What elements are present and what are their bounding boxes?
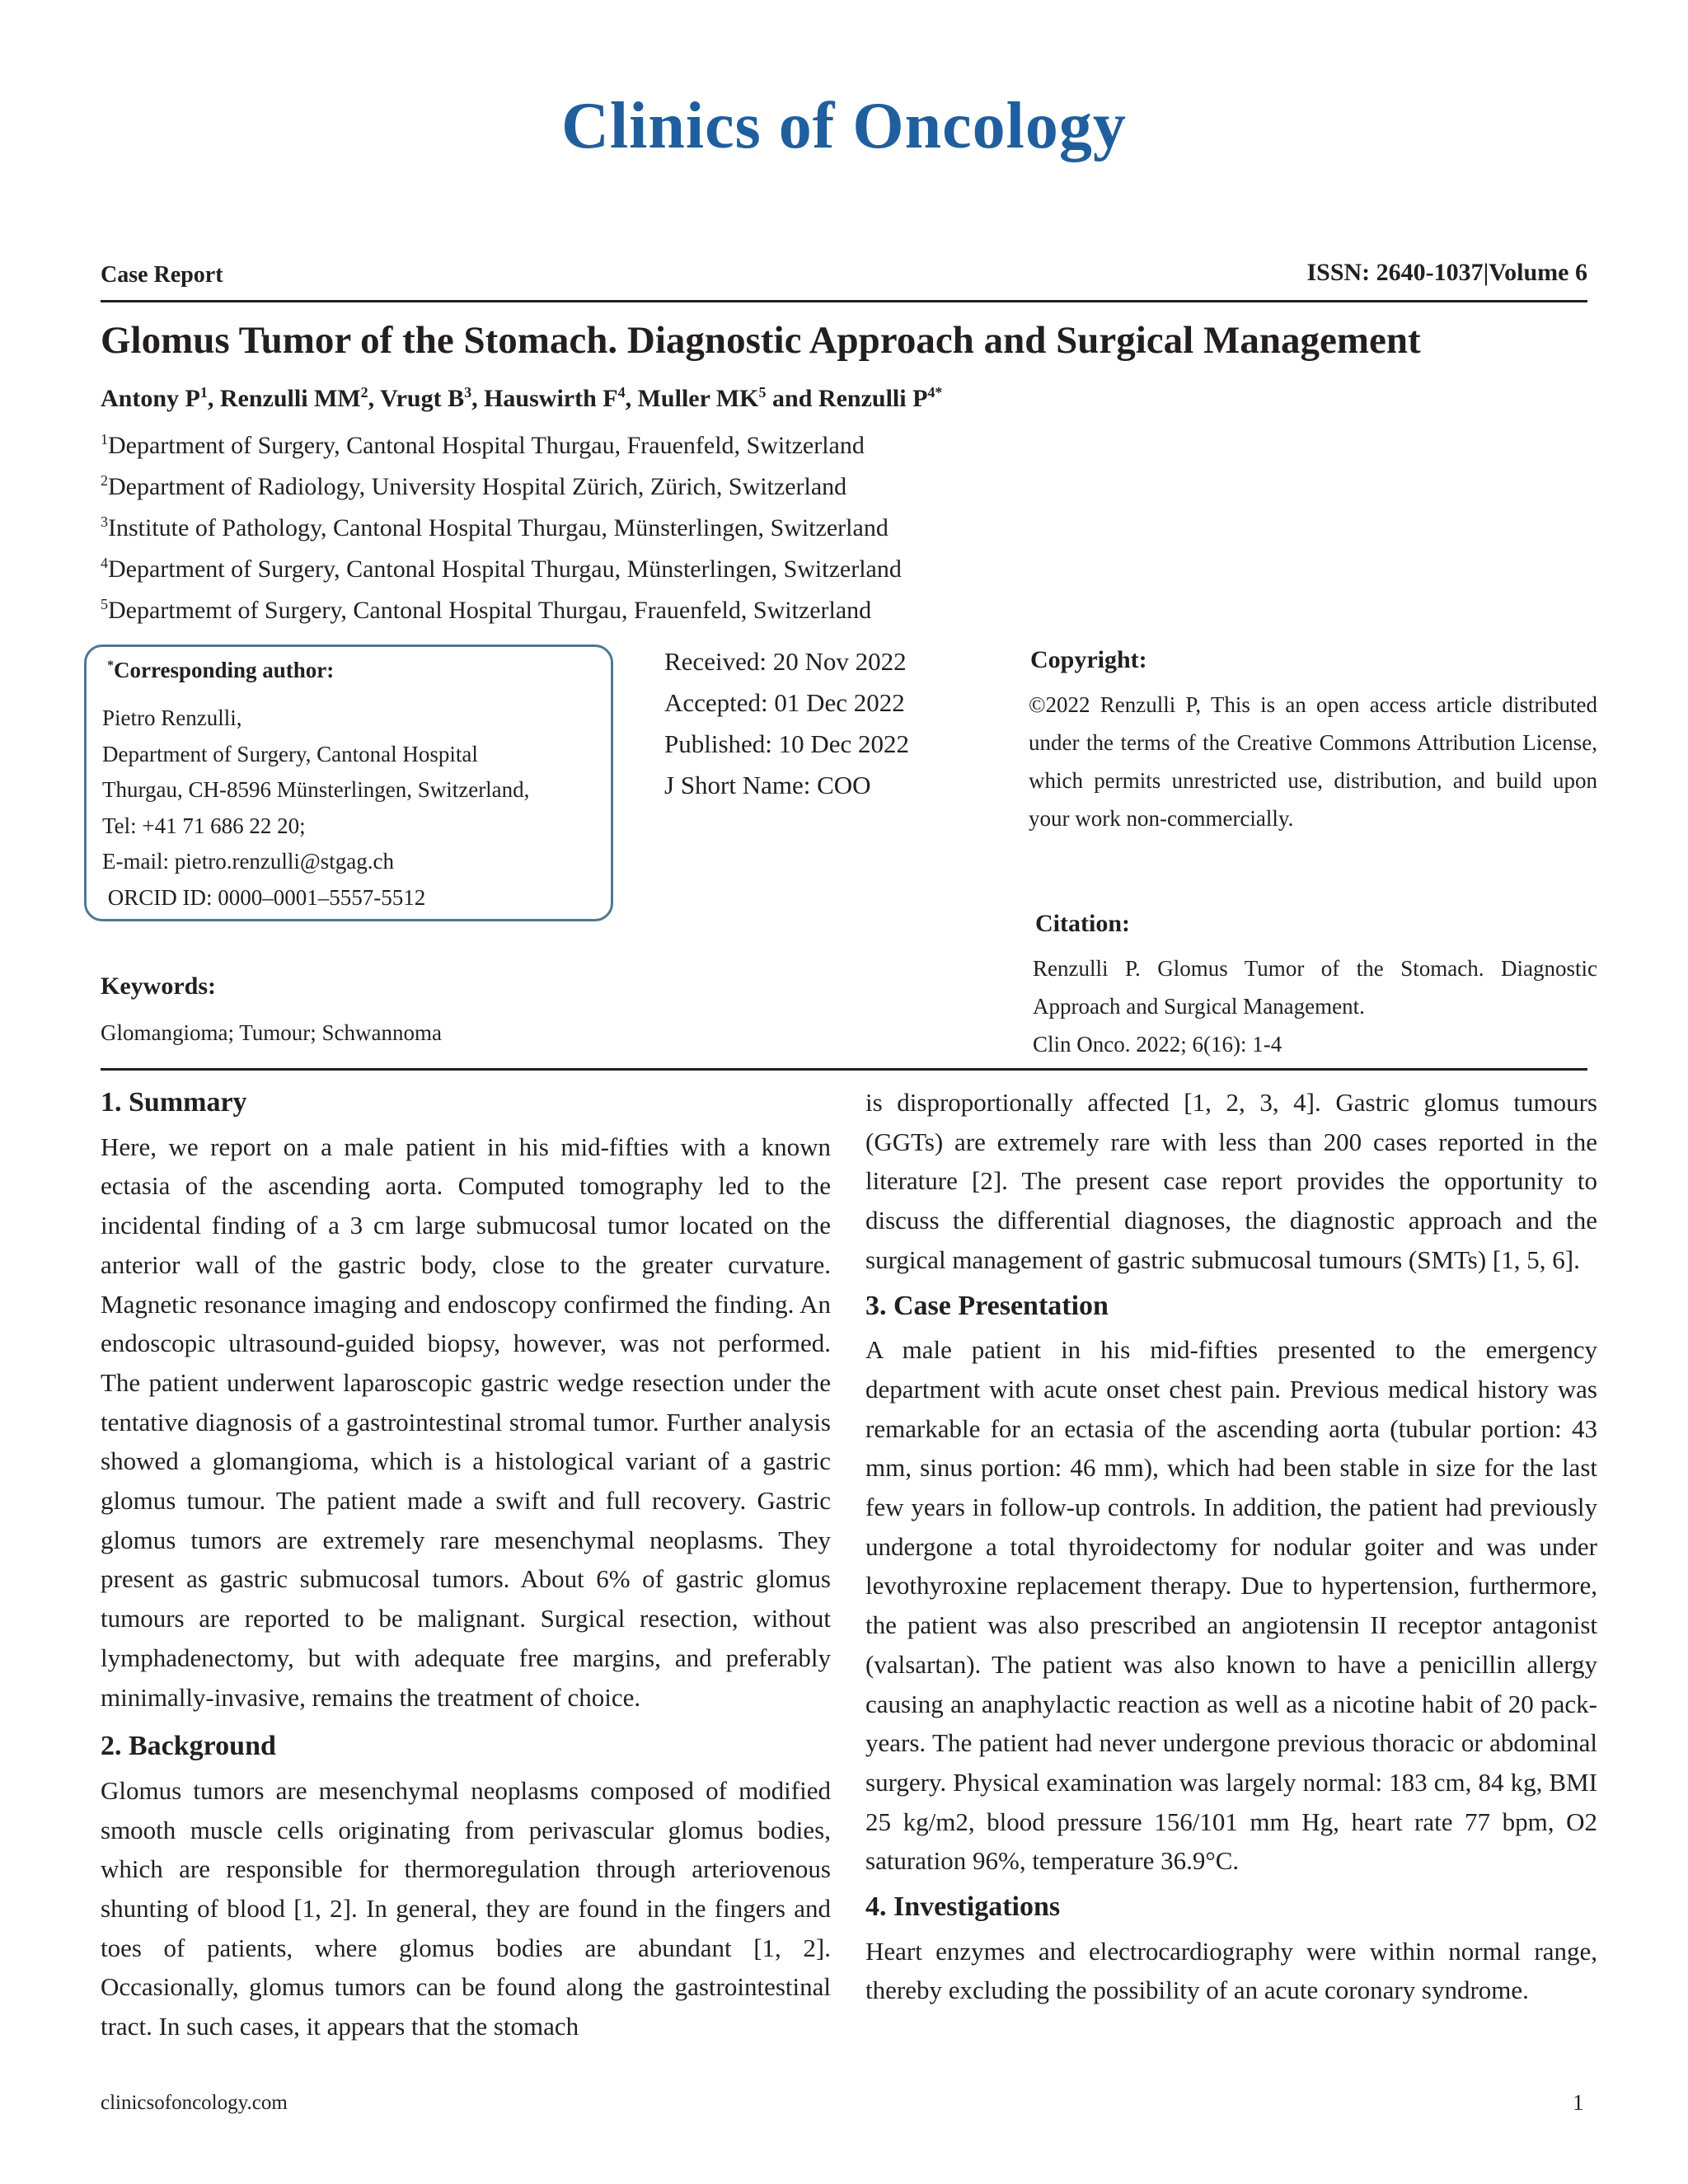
summary-text: Here, we report on a male patient in his mid-fifties with a known ectasia of the ascending aorta. Computed tomography led to the incidental finding of a 3 cm large submucosal tumor located on the anterior wall of the gastric body, close to the greater curvature. Magnetic resonance imaging and endoscopy confirmed the finding. An endoscopic ultrasound-guided biopsy, however, was not performed. The patient underwent laparoscopic gastric wedge resection under the tentative diagnosis of a gastrointestinal stromal tumor. Further analysis showed a glomangioma, which is a histological variant of a gastric glomus tumour. The patient made a swift and full recovery. Gastric glomus tumors are extremely rare mesenchymal neoplasms. They present as gastric submucosal tumors. About 6% of gastric glomus tumours are reported to be malignant. Surgical resection, without lymphadenectomy, but with adequate free margins, and preferably minimally-invasive, remains the treatment of choice.: [101, 1132, 831, 1712]
author: Muller MK: [637, 385, 759, 412]
copyright-heading: Copyright:: [1030, 646, 1147, 673]
published-date: Published: 10 Dec 2022: [664, 729, 910, 758]
affiliation: $^5$Departmemt of Surgery, Cantonal Hospital Thurgau, Frauenfeld, Switzerland: [101, 596, 872, 624]
article-type: Case Report: [101, 262, 223, 288]
keywords-heading: Keywords:: [101, 972, 216, 1000]
article-title: Glomus Tumor of the Stomach. Diagnostic Approach and Surgical Management: [101, 319, 1421, 362]
keywords-text: Glomangioma; Tumour; Schwannoma: [101, 1020, 442, 1045]
investigations-heading: 4. Investigations: [865, 1891, 1061, 1923]
email-link[interactable]: E-mail: pietro.renzulli@stgag.ch: [102, 849, 395, 874]
journal-short-name: J Short Name: COO: [664, 771, 871, 799]
affiliation: $^4$Department of Surgery, Cantonal Hospital Thurgau, Münsterlingen, Switzerland: [101, 555, 902, 583]
author: Vrugt B: [380, 385, 465, 412]
author-list: Antony $P^1$, Renzulli $MM^2$, Vrugt $B^3$, Hauswirth $F^4$, Muller $MK^5$ and Renzulli $P^{4*}$: [101, 384, 943, 412]
left-column: [101, 1083, 831, 2046]
corresponding-author-heading: *Corresponding author:: [107, 658, 335, 682]
copyright-text: ©2022 Renzulli P, This is an open access article distributed under the terms of the Creative Commons Attribution License, which permits unrestricted use, distribution, and build upon your work non-commercially.: [1029, 692, 1597, 831]
author: Hauswirth F: [484, 385, 618, 412]
background-heading: 2. Background: [101, 1731, 276, 1762]
corresponding-author-details: Pietro Renzulli, Department of Surgery, Cantonal Hospital Thurgau, CH-8596 Münsterlingen, Switzerland, Tel: +41 71 686 22 20; E-mail: pietro.renzulli@stgag.ch ORCID ID: 0000–0001–5557-5512: [102, 705, 530, 910]
author: Antony P: [101, 385, 200, 412]
case-presentation-text: A male patient in his mid-fifties presented to the emergency department with acute onset chest pain. Previous medical history was remarkable for an ectasia of the ascending aorta (tubular portion: 43 mm, sinus portion: 46 mm), which had been stable in size for the last few years in follow-up controls. In addition, the patient had previously undergone a total thyroidectomy for nodular goiter and was under levothyroxine replacement therapy. Due to hypertension, furthermore, the patient was also prescribed an angiotensin II receptor antagonist (valsartan). The patient was also known to have a penicillin allergy causing an anaphylactic reaction as well as a nicotine habit of 20 pack-years. The patient had never undergone previous thoracic or abdominal surgery. Physical examination was largely normal: 183 cm, 84 kg, BMI 25 kg/m2, blood pressure 156/101 mm Hg, heart rate 77 bpm, O2 saturation 96%, temperature 36.9°C.: [865, 1335, 1597, 1876]
issn-volume: ISSN: 2640-1037|Volume 6: [1306, 259, 1587, 286]
article-dates: [664, 641, 909, 806]
background-text-continued: is disproportionally affected [1, 2, 3, 4]. Gastric glomus tumours (GGTs) are extremely rare with less than 200 cases reported in the literature [2]. The present case report provides the opportunity to discuss the differential diagnoses, the diagnostic approach and the surgical management of gastric submucosal tumours (SMTs) [1, 5, 6].: [865, 1088, 1597, 1274]
accepted-date: Accepted: 01 Dec 2022: [664, 688, 905, 717]
case-presentation-heading: 3. Case Presentation: [865, 1290, 1109, 1321]
summary-heading: 1. Summary: [101, 1087, 247, 1118]
citation-text: Renzulli P. Glomus Tumor of the Stomach. Diagnostic Approach and Surgical Management. Clin Onco. 2022; 6(16): 1-4: [1033, 956, 1597, 1057]
citation-heading: Citation:: [1035, 910, 1130, 937]
header-rule: [101, 300, 1587, 302]
investigations-text: Heart enzymes and electrocardiography were within normal range, thereby excluding the possibility of an acute coronary syndrome.: [865, 1936, 1597, 2005]
section-rule: [101, 1068, 1587, 1071]
author: Renzulli MM: [219, 385, 361, 412]
journal-title: Clinics of Oncology: [561, 90, 1127, 162]
author: Renzulli P: [818, 385, 928, 412]
affiliation-list: [101, 419, 902, 625]
footer-site[interactable]: clinicsofoncology.com: [101, 2092, 288, 2114]
right-column: [865, 1083, 1597, 2010]
received-date: Received: 20 Nov 2022: [664, 647, 907, 676]
background-text: Glomus tumors are mesenchymal neoplasms composed of modified smooth muscle cells originating from perivascular glomus bodies, which are responsible for thermoregulation through arteriovenous shunting of blood [1, 2]. In general, they are found in the fingers and toes of patients, where glomus bodies are abundant [1, 2]. Occasionally, glomus tumors can be found along the gastrointestinal tract. In such cases, it appears that the stomach: [101, 1775, 831, 2041]
page-number: 1: [1573, 2090, 1584, 2115]
affiliation: $^3$Institute of Pathology, Cantonal Hospital Thurgau, Münsterlingen, Switzerland: [101, 513, 889, 541]
affiliation: $^2$Department of Radiology, University Hospital Zürich, Zürich, Switzerland: [101, 472, 847, 500]
affiliation: $^1$Department of Surgery, Cantonal Hospital Thurgau, Frauenfeld, Switzerland: [101, 431, 865, 459]
